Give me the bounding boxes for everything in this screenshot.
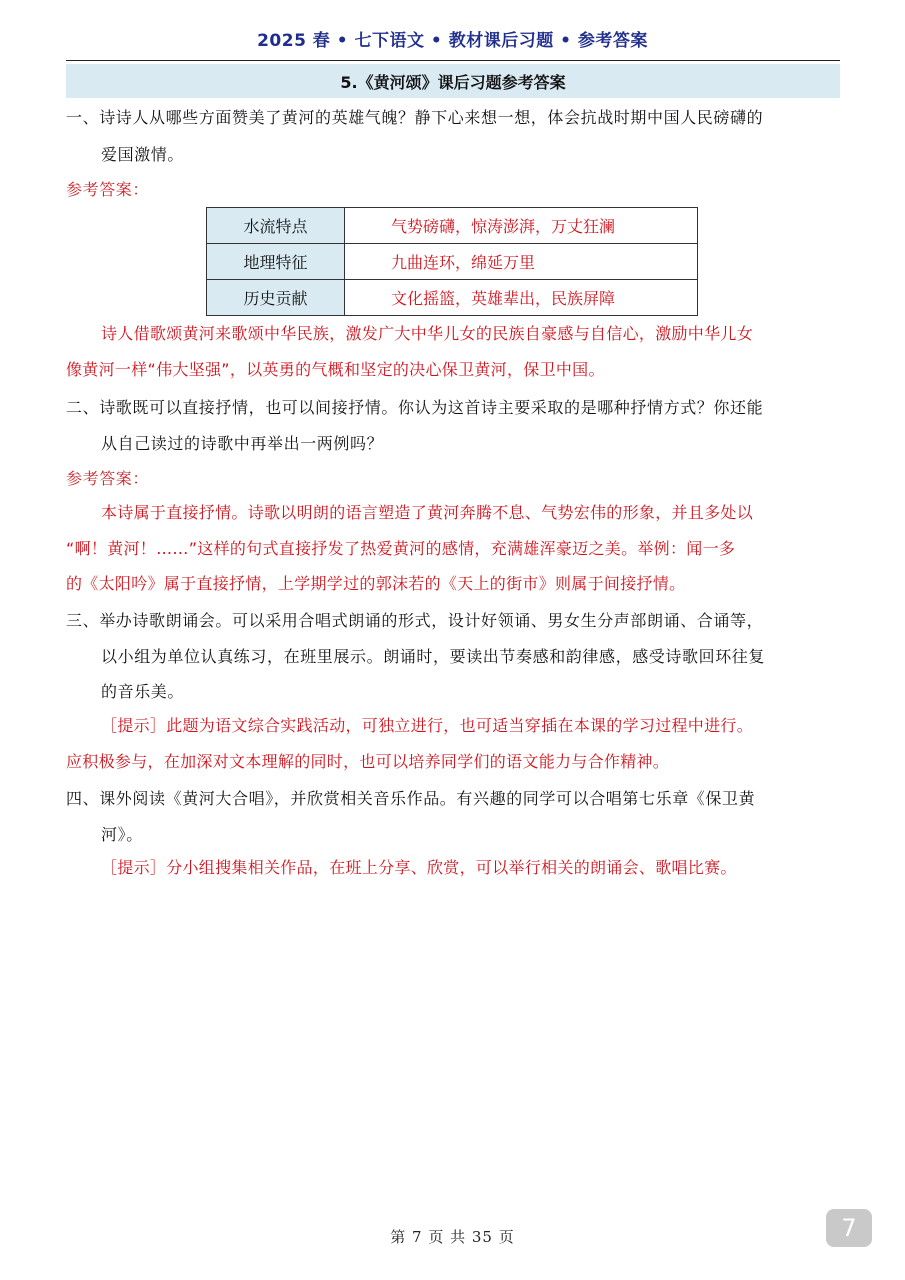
q1-answer-line-2: 像黄河一样“伟大坚强”，以英勇的气概和坚定的决心保卫黄河，保卫中国。 <box>66 360 605 379</box>
q3-hint-line-2: 应积极参与，在加深对文本理解的同时，也可以培养同学们的语文能力与合作精神。 <box>66 752 670 771</box>
q3-hint-line-1: ［提示］此题为语文综合实践活动，可独立进行，也可适当穿插在本课的学习过程中进行。 <box>101 716 754 735</box>
header-divider <box>66 60 840 61</box>
table-value: 文化摇篮，英雄辈出，民族屏障 <box>345 280 698 316</box>
table-row <box>207 280 698 316</box>
table-key: 历史贡献 <box>207 280 345 316</box>
table-value: 九曲连环，绵延万里 <box>345 244 698 280</box>
q4-line-1: 四、课外阅读《黄河大合唱》，并欣赏相关音乐作品。有兴趣的同学可以合唱第七乐章《保卫黄 <box>66 789 756 808</box>
table-key: 水流特点 <box>207 208 345 244</box>
q1-answer-line-1: 诗人借歌颂黄河来歌颂中华民族，激发广大中华儿女的民族自豪感与自信心，激励中华儿女 <box>101 324 754 343</box>
table-row <box>207 208 698 244</box>
q1-line-2: 爱国激情。 <box>101 145 185 164</box>
table-value: 气势磅礴，惊涛澎湃，万丈狂澜 <box>345 208 698 244</box>
q2-answer-line-3: 的《太阳吟》属于直接抒情，上学期学过的郭沫若的《天上的街市》则属于间接抒情。 <box>66 574 686 593</box>
q4-hint-line-1: ［提示］分小组搜集相关作品，在班上分享、欣赏，可以举行相关的朗诵会、歌唱比赛。 <box>101 858 737 877</box>
table-key: 地理特征 <box>207 244 345 280</box>
q2-answer-label: 参考答案： <box>66 469 150 488</box>
q2-line-2: 从自己读过的诗歌中再举出一两例吗？ <box>101 434 384 453</box>
table-row <box>207 244 698 280</box>
document-header: 2025 春 • 七下语文 • 教材课后习题 • 参考答案 <box>257 31 648 51</box>
q2-answer-line-1: 本诗属于直接抒情。诗歌以明朗的语言塑造了黄河奔腾不息、气势宏伟的形象，并且多处以 <box>101 503 754 522</box>
section-title: 5.《黄河颂》课后习题参考答案 <box>66 64 840 98</box>
q1-answer-label: 参考答案： <box>66 180 150 199</box>
river-features-table <box>206 207 698 316</box>
q2-line-1: 二、诗歌既可以直接抒情，也可以间接抒情。你认为这首诗主要采取的是哪种抒情方式？你还能 <box>66 398 764 417</box>
q1-line-1: 一、诗诗人从哪些方面赞美了黄河的英雄气魄？静下心来想一想，体会抗战时期中国人民磅礴的 <box>66 108 764 127</box>
page-footer: 第 7 页 共 35 页 <box>390 1228 515 1246</box>
q3-line-2: 以小组为单位认真练习，在班里展示。朗诵时，要读出节奏感和韵律感，感受诗歌回环往复 <box>101 647 766 666</box>
page-number-badge: 7 <box>826 1209 872 1247</box>
q3-line-3: 的音乐美。 <box>101 682 185 701</box>
q4-line-2: 河》。 <box>101 825 143 844</box>
q2-answer-line-2: “啊！黄河！……”这样的句式直接抒发了热爱黄河的感情，充满雄浑豪迈之美。举例：闻一多 <box>66 539 736 558</box>
q3-line-1: 三、举办诗歌朗诵会。可以采用合唱式朗诵的形式，设计好领诵、男女生分声部朗诵、合诵等， <box>66 611 764 630</box>
